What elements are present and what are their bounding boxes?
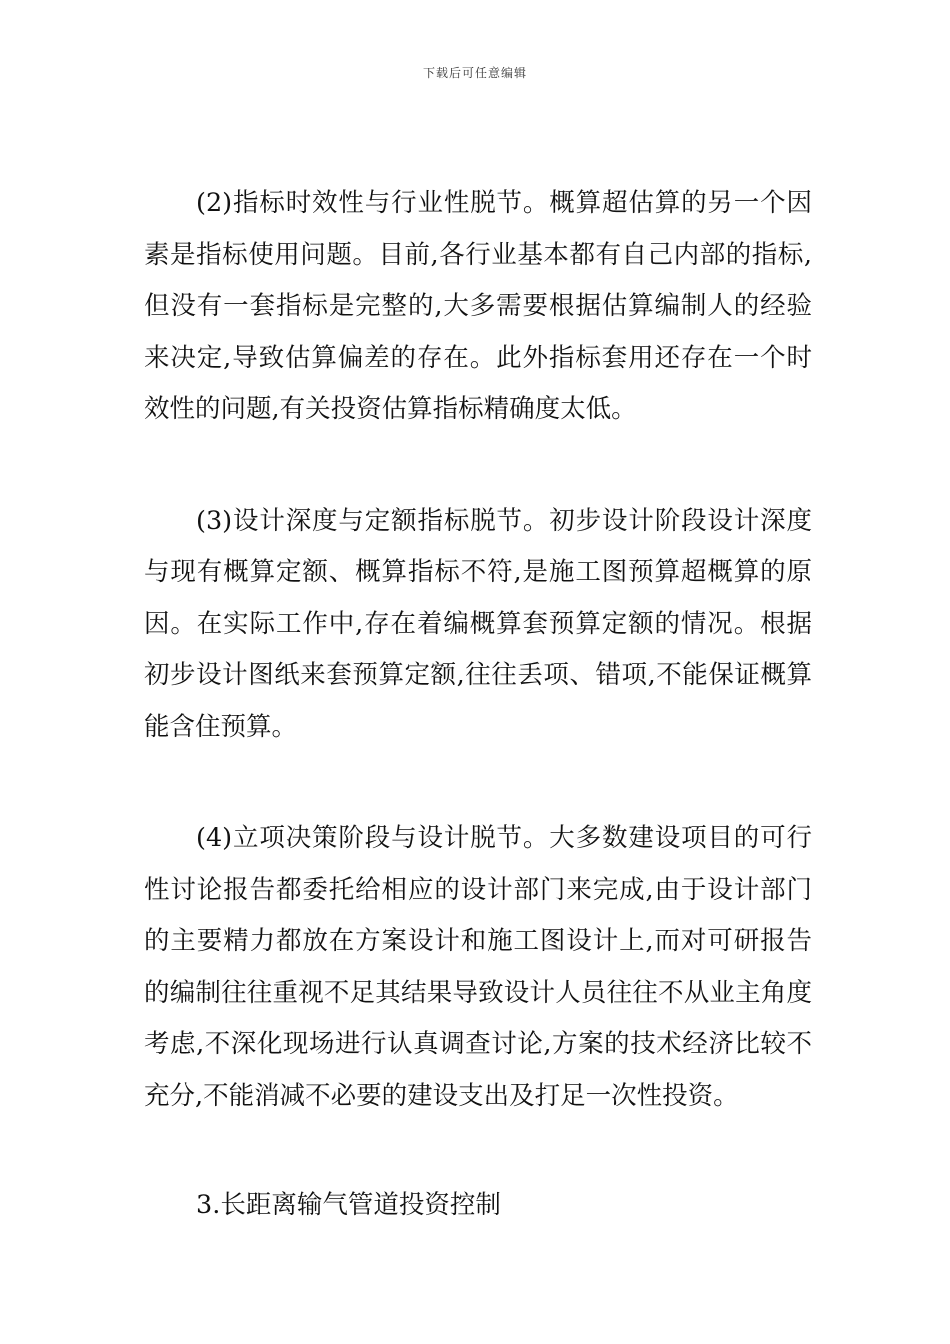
section-heading: 3.长距离输气管道投资控制 [196, 1190, 501, 1220]
paragraph-project-decision: (4)立项决策阶段与设计脱节。大多数建设项目的可行性讨论报告都委托给相应的设计部门来完成,由于设计部门的主要精力都放在方案设计和施工图设计上,而对可研报告的编制往往重视不足其结果导致设计人员往往不从业主角度考虑,不深化现场进行认真调查讨论,方案的技术经济比较不充分,不能消减不必要的建设支出及打足一次性投资。 [144, 823, 812, 1111]
document-body [144, 178, 812, 1232]
paragraph-indicator-timeliness: (2)指标时效性与行业性脱节。概算超估算的另一个因素是指标使用问题。目前,各行业基本都有自己内部的指标,但没有一套指标是完整的,大多需要根据估算编制人的经验来决定,导致估算偏差的存在。此外指标套用还存在一个时效性的问题,有关投资估算指标精确度太低。 [144, 188, 812, 424]
paragraph-design-depth: (3)设计深度与定额指标脱节。初步设计阶段设计深度与现有概算定额、概算指标不符,是施工图预算超概算的原因。在实际工作中,存在着编概算套预算定额的情况。根据初步设计图纸来套预算定额,往往丢项、错项,不能保证概算能含住预算。 [144, 505, 812, 742]
page-header-note: 下载后可任意编辑 [422, 66, 527, 80]
